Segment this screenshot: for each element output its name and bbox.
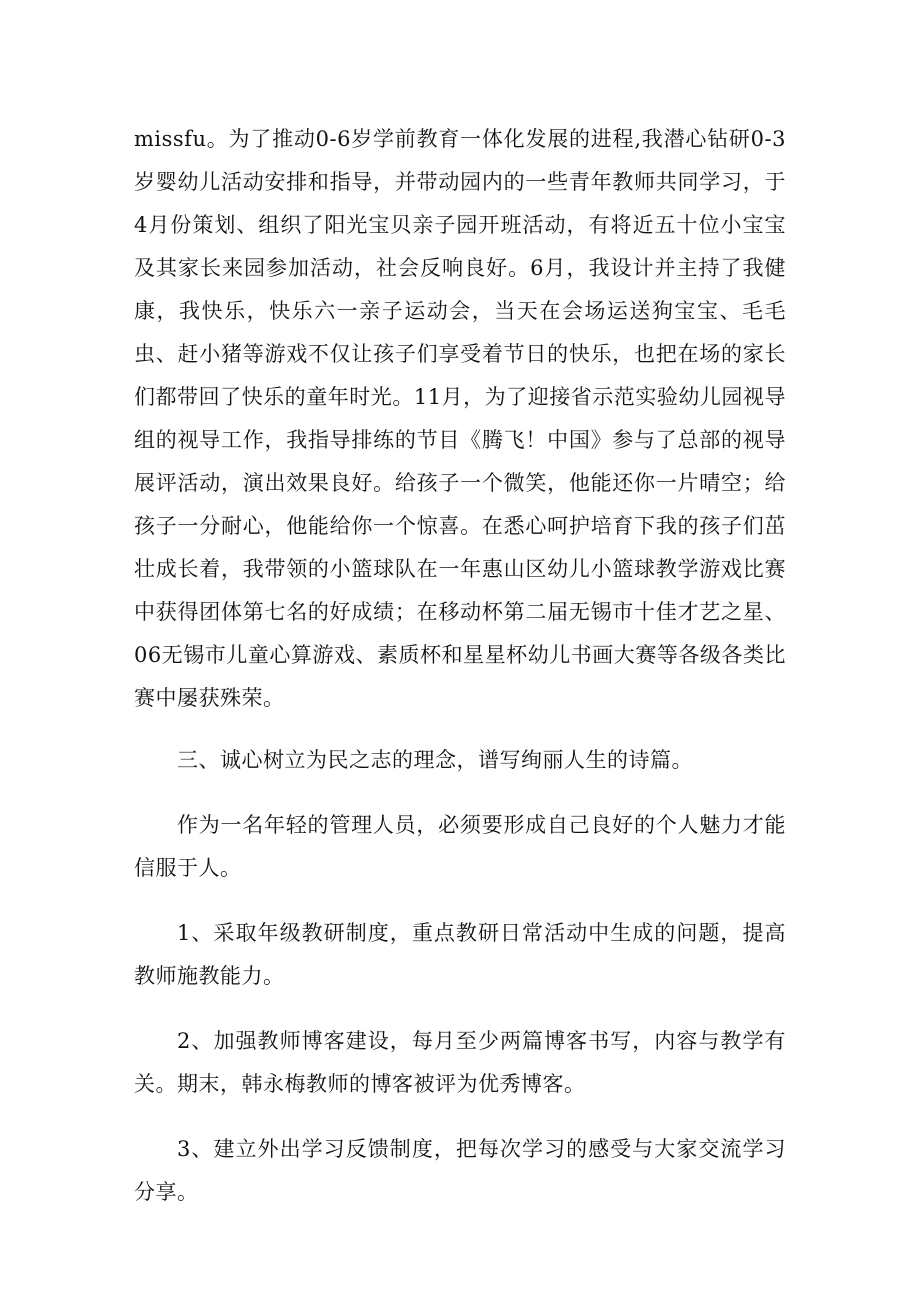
list-item-1: 1、采取年级教研制度，重点教研日常活动中生成的问题，提高教师施教能力。 (134, 921, 786, 988)
list-item-3: 3、建立外出学习反馈制度，把每次学习的感受与大家交流学习分享。 (134, 1137, 786, 1204)
paragraph-manager: 作为一名年轻的管理人员，必须要形成自己良好的个人魅力才能信服于人。 (134, 813, 786, 880)
document-page (134, 118, 786, 1214)
list-item-2: 2、加强教师博客建设，每月至少两篇博客书写，内容与教学有关。期末，韩永梅教师的博客被评为优秀博客。 (134, 1029, 786, 1096)
paragraph-activities: missfu。为了推动0-6岁学前教育一体化发展的进程,我潜心钻研0-3岁婴幼儿活动安排和指导，并带动园内的一些青年教师共同学习，于4月份策划、组织了阳光宝贝亲子园开班活动，有将近五十位小宝宝及其家长来园参加活动，社会反响良好。6月，我设计并主持了我健康，我快乐，快乐六一亲子运动会，当天在会场运送狗宝宝、毛毛虫、赶小猪等游戏不仅让孩子们享受着节日的快乐，也把在场的家长们都带回了快乐的童年时光。11月，为了迎接省示范实验幼儿园视导组的视导工作，我指导排练的节目《腾飞！中国》参与了总部的视导展评活动，演出效果良好。给孩子一个微笑，他能还你一片晴空；给孩子一分耐心，他能给你一个惊喜。在悉心呵护培育下我的孩子们茁壮成长着，我带领的小篮球队在一年惠山区幼儿小篮球教学游戏比赛中获得团体第七名的好成绩；在移动杯第二届无锡市十佳才艺之星、06无锡市儿童心算游戏、素质杯和星星杯幼儿书画大赛等各级各类比赛中屡获殊荣。 (134, 127, 786, 710)
section-heading-three: 三、诚心树立为民之志的理念，谱写绚丽人生的诗篇。 (177, 748, 693, 772)
